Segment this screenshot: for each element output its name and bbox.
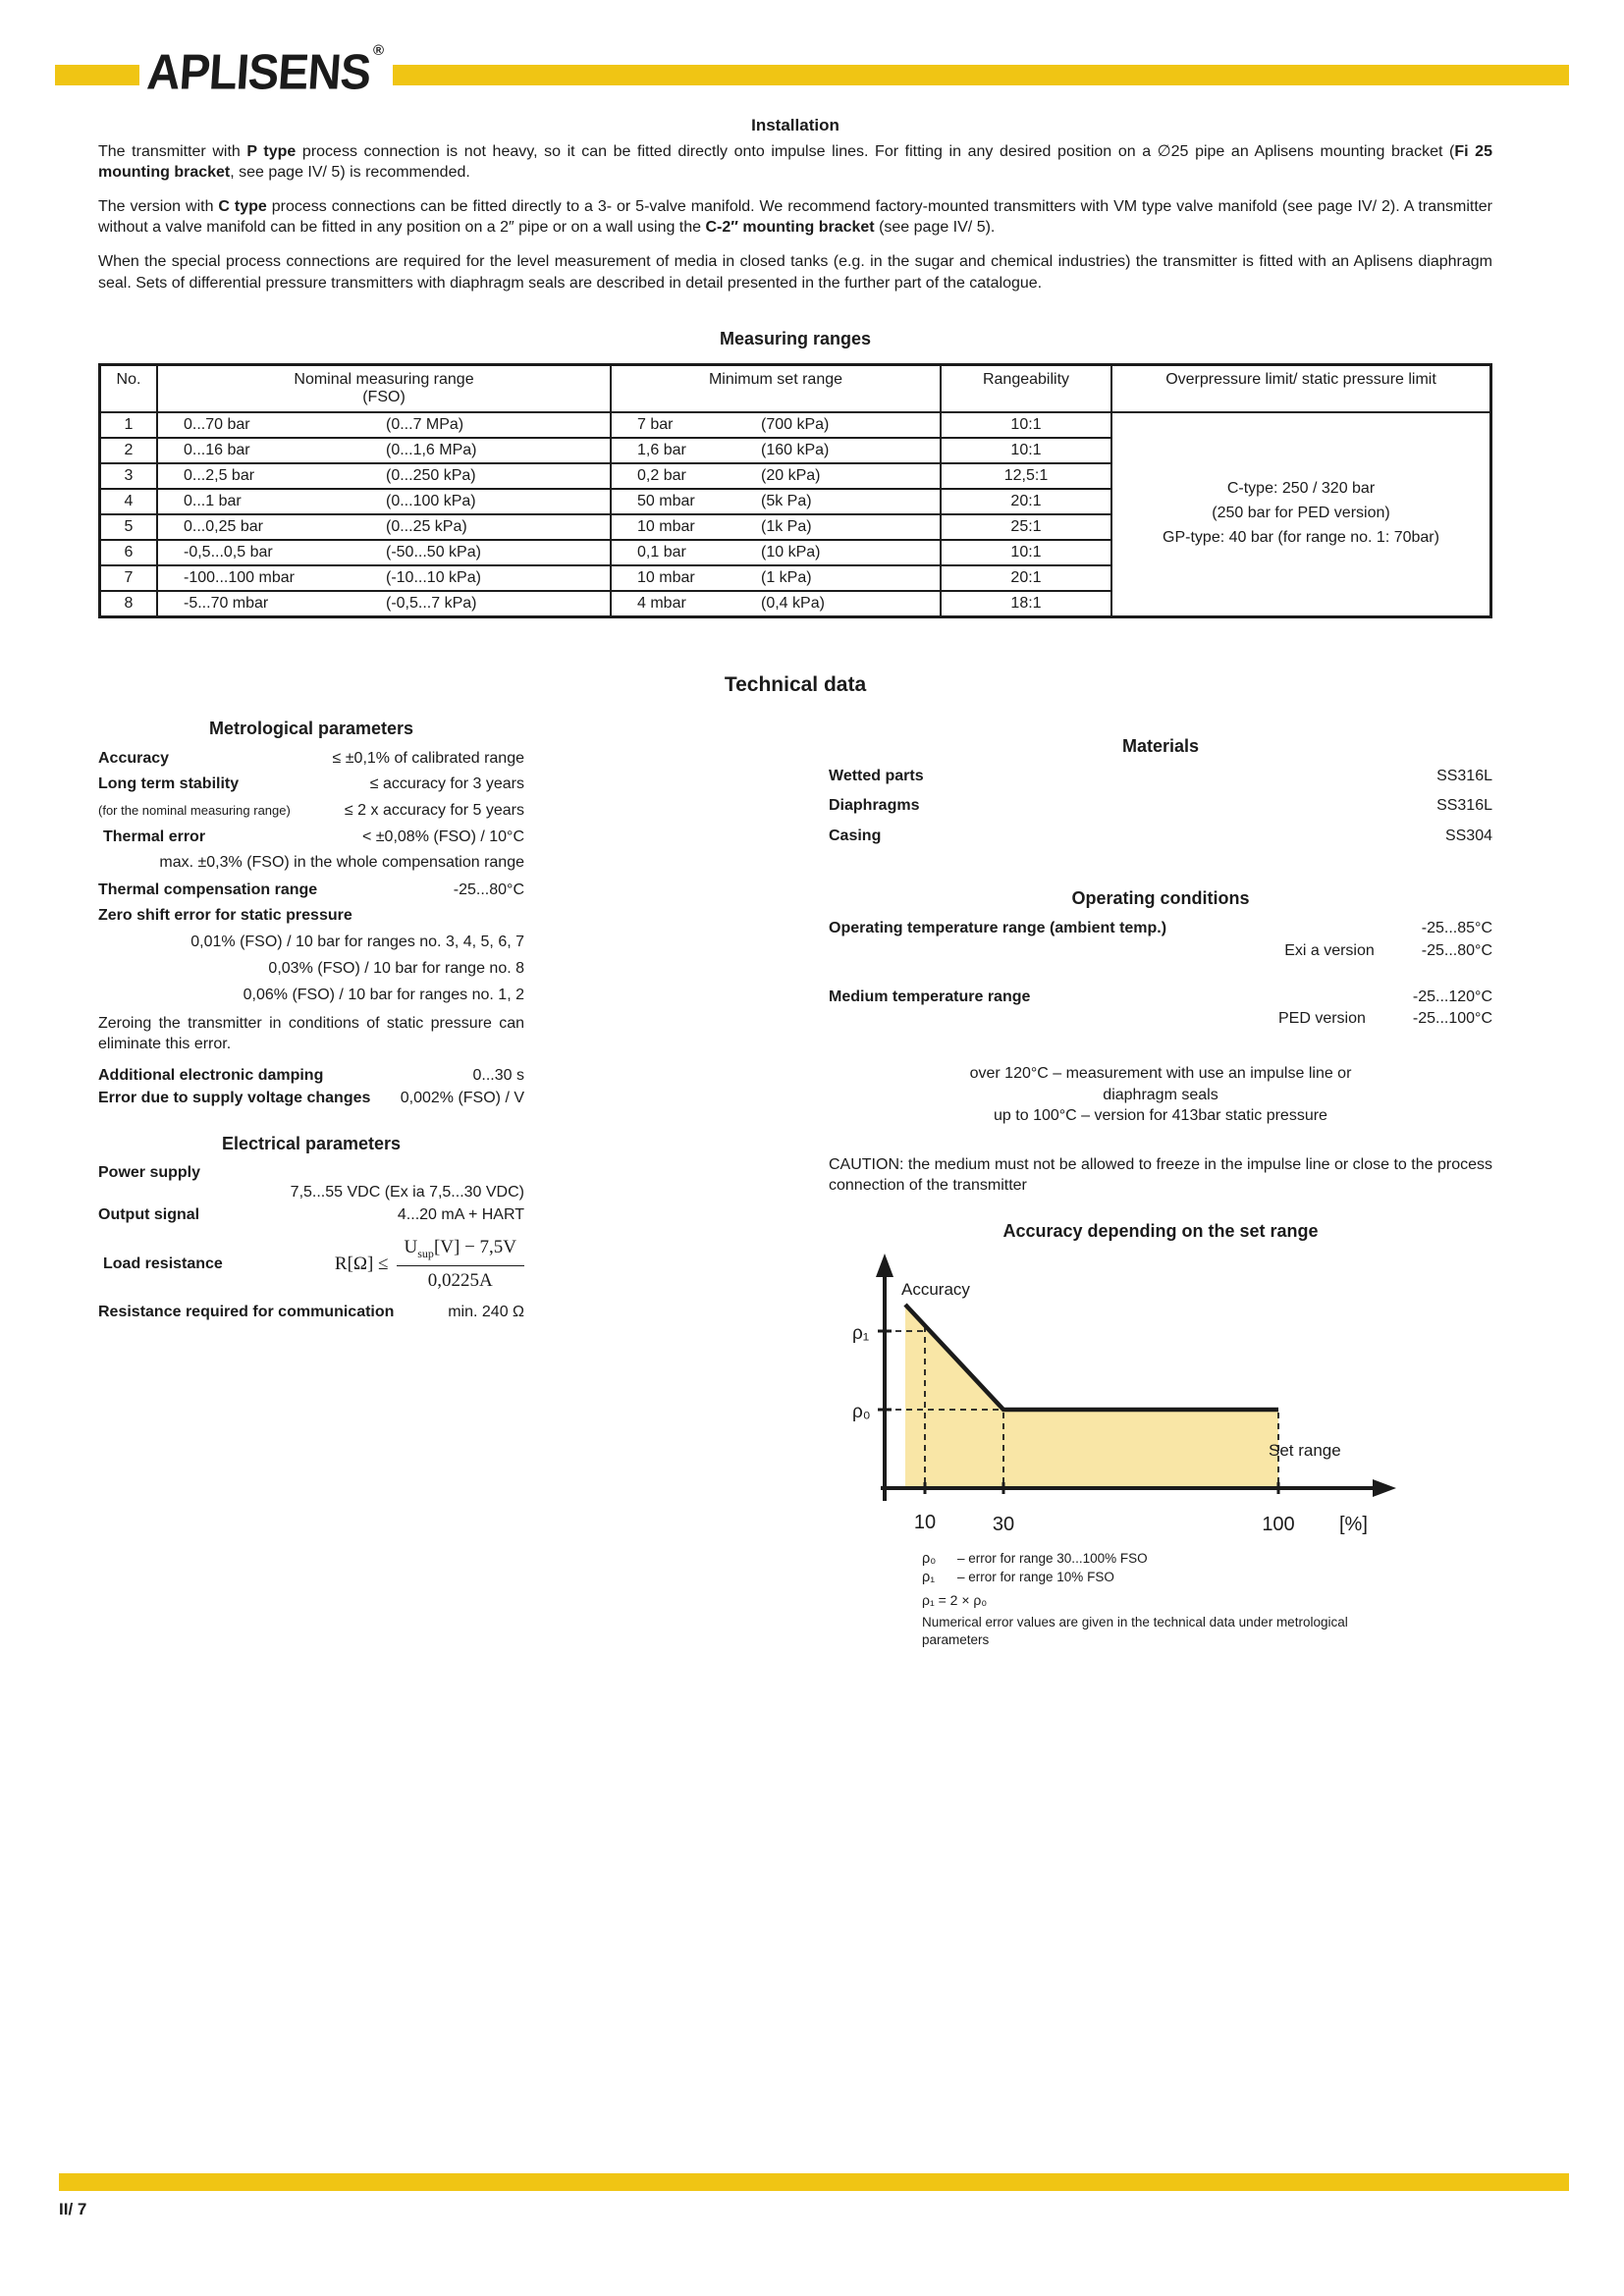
zero-shift-value-1: 0,01% (FSO) / 10 bar for ranges no. 3, 4, 5, 6, 7	[190, 933, 524, 950]
ambient-temperature-row: Operating temperature range (ambient temp.) -25...85°C	[829, 920, 1492, 937]
header-yellow-bar-right	[393, 65, 1569, 85]
exi-version-row: Exi a version -25...80°C	[1284, 941, 1492, 959]
voltage-error-row: Error due to supply voltage changes 0,002% (FSO) / V	[98, 1089, 524, 1106]
technical-left-column	[98, 711, 524, 1329]
zero-shift-value-3: 0,06% (FSO) / 10 bar for ranges no. 1, 2	[243, 986, 524, 1003]
accuracy-row: Accuracy ≤ ±0,1% of calibrated range	[98, 749, 524, 767]
header-yellow-bar-left	[55, 65, 139, 85]
technical-right-column	[829, 711, 1492, 1650]
table-row: 7 -100...100 mbar (-10...10 kPa) 10 mbar (1 kPa) 20:1	[100, 565, 1491, 591]
stability-note-row: (for the nominal measuring range) ≤ 2 x accuracy for 5 years	[98, 802, 524, 820]
rho0-axis-label: ρ₀	[852, 1402, 871, 1423]
thermal-error-row: Thermal error < ±0,08% (FSO) / 10°C	[103, 828, 524, 846]
ped-version-row: PED version -25...100°C	[1277, 1010, 1492, 1028]
electrical-title: Electrical parameters	[221, 1134, 402, 1154]
measuring-ranges-title: Measuring ranges	[719, 328, 872, 348]
power-supply-value: 7,5...55 VDC (Ex ia 7,5...30 VDC)	[290, 1184, 524, 1201]
table-row: 3 0...2,5 bar (0...250 kPa) 0,2 bar (20 kPa) 12,5:1	[100, 463, 1491, 489]
casing-row: Casing SS304	[829, 828, 1492, 845]
technical-data-title: Technical data	[724, 672, 867, 696]
chart-title: Accuracy depending on the set range	[1002, 1221, 1319, 1242]
metrological-title: Metrological parameters	[208, 718, 414, 738]
col-header-no: No.	[100, 364, 158, 412]
zero-shift-value-2: 0,03% (FSO) / 10 bar for range no. 8	[268, 959, 524, 977]
y-axis-arrow	[876, 1254, 893, 1277]
aplisens-logo	[139, 41, 393, 99]
x-unit-label: [%]	[1339, 1514, 1368, 1536]
installation-paragraph-2: The version with C type process connections can be fitted directly to a 3- or 5-valve manifold. We recommend factory-mounted transmitters with VM type valve manifold (see page IV/ 2). A transmitter without a valve manifold can be fitted in any position on a 2″ pipe or on a wall using the C-2″ mounting bracket (see page IV/ 5).	[98, 198, 1492, 237]
thermal-compensation-row: Thermal compensation range -25...80°C	[98, 881, 524, 898]
table-row: 2 0...16 bar (0...1,6 MPa) 1,6 bar (160 kPa) 10:1	[100, 438, 1491, 463]
stability-row: Long term stability ≤ accuracy for 3 years	[98, 775, 524, 793]
measuring-ranges-table	[98, 363, 1492, 618]
table-row: 4 0...1 bar (0...100 kPa) 50 mbar (5k Pa) 20:1	[100, 489, 1491, 514]
page-header	[55, 39, 1569, 110]
power-supply-label: Power supply	[98, 1164, 201, 1182]
legend-relation: ρ₁ = 2 × ρ₀	[922, 1592, 988, 1609]
page-content	[98, 116, 1492, 1650]
x-axis-label: Set range	[1269, 1441, 1341, 1461]
installation-paragraph-3: When the special process connections are required for the level measurement of media in closed tanks (e.g. in the sugar and chemical industries) the transmitter is fitted with an Aplisens diaphragm seal. Sets of differential pressure transmitters with diaphragm seals are described in detail presented in the further part of the catalogue.	[98, 253, 1492, 292]
installation-title: Installation	[751, 116, 839, 134]
y-axis-label: Accuracy	[901, 1280, 970, 1300]
page-footer	[59, 2173, 1569, 2219]
diaphragms-row: Diaphragms SS316L	[829, 797, 1492, 815]
x-tick-label-10: 10	[913, 1512, 937, 1534]
footer-yellow-bar	[59, 2173, 1569, 2191]
thermal-error-max-line: max. ±0,3% (FSO) in the whole compensation range	[159, 853, 524, 871]
table-row: 5 0...0,25 bar (0...25 kPa) 10 mbar (1k Pa) 25:1	[100, 514, 1491, 540]
damping-row: Additional electronic damping 0...30 s	[98, 1066, 524, 1084]
legend-rho1: ρ₁ – error for range 10% FSO	[922, 1570, 1114, 1586]
load-resistance-formula: R[Ω] ≤ $\frac{U_{sup}[V] - 7,5V}{0,0225A}$	[335, 1236, 524, 1293]
col-header-minimum: Minimum set range	[611, 364, 941, 412]
wetted-parts-row: Wetted parts SS316L	[829, 767, 1492, 784]
installation-paragraph-1: The transmitter with P type process connection is not heavy, so it can be fitted directly onto impulse lines. For fitting in any desired position on a ∅25 pipe an Aplisens mounting bracket (Fi 25 mounting bracket, see page IV/ 5) is recommended.	[98, 143, 1492, 182]
table-row: 6 -0,5...0,5 bar (-50...50 kPa) 0,1 bar (10 kPa) 10:1	[100, 540, 1491, 565]
table-row: 1 0...70 bar (0...7 MPa) 7 bar (700 kPa) 10:1 C-type: 250 / 320 bar (250 bar for PED version) GP-type: 40 bar (for range no. 1: 70bar)	[100, 412, 1491, 438]
page-number: II/ 7	[59, 2200, 87, 2218]
x-tick-label-100: 100	[1262, 1514, 1295, 1536]
overpressure-limit-cell: C-type: 250 / 320 bar (250 bar for PED version) GP-type: 40 bar (for range no. 1: 70bar)	[1111, 412, 1491, 617]
registered-trademark-symbol: ®	[373, 41, 385, 59]
up-to-100-note: up to 100°C – version for 413bar static pressure	[994, 1107, 1327, 1125]
materials-title: Materials	[1121, 735, 1200, 756]
col-header-rangeability: Rangeability	[941, 364, 1111, 412]
accuracy-area	[905, 1305, 1278, 1486]
col-header-overpressure: Overpressure limit/ static pressure limit	[1111, 364, 1491, 412]
zero-shift-label: Zero shift error for static pressure	[98, 906, 352, 924]
table-header-row	[100, 364, 1491, 412]
accuracy-chart	[829, 1248, 1437, 1542]
logo-text: APLISENS	[144, 42, 373, 99]
caution-note: CAUTION: the medium must not be allowed to freeze in the impulse line or close to the process connection of the transmitter	[829, 1156, 1492, 1195]
x-tick-label-30: 30	[992, 1514, 1015, 1536]
legend-rho0: ρ₀ – error for range 30...100% FSO	[922, 1551, 1148, 1568]
communication-resistance-row: Resistance required for communication min. 240 Ω	[98, 1304, 524, 1321]
table-row: 8 -5...70 mbar (-0,5...7 kPa) 4 mbar (0,4 kPa) 18:1	[100, 591, 1491, 617]
legend-note: Numerical error values are given in the technical data under metrological parameters	[922, 1615, 1348, 1648]
zero-shift-note: Zeroing the transmitter in conditions of static pressure can eliminate this error.	[98, 1014, 524, 1052]
x-axis-arrow	[1373, 1479, 1396, 1497]
col-header-nominal: Nominal measuring range (FSO)	[157, 364, 611, 412]
output-signal-row: Output signal 4...20 mA + HART	[98, 1206, 524, 1224]
chart-legend	[922, 1551, 1403, 1649]
technical-columns	[98, 711, 1492, 1650]
operating-conditions-title: Operating conditions	[1071, 888, 1250, 909]
medium-temperature-row: Medium temperature range -25...120°C	[829, 988, 1492, 1005]
over-120-note: over 120°C – measurement with use an impulse line or diaphragm seals	[969, 1065, 1352, 1103]
load-resistance-row: Load resistance R[Ω] ≤ $\frac{U_{sup}[V] - 7,5V}{0,0225A}$	[98, 1236, 524, 1293]
rho1-axis-label: ρ₁	[852, 1323, 870, 1345]
